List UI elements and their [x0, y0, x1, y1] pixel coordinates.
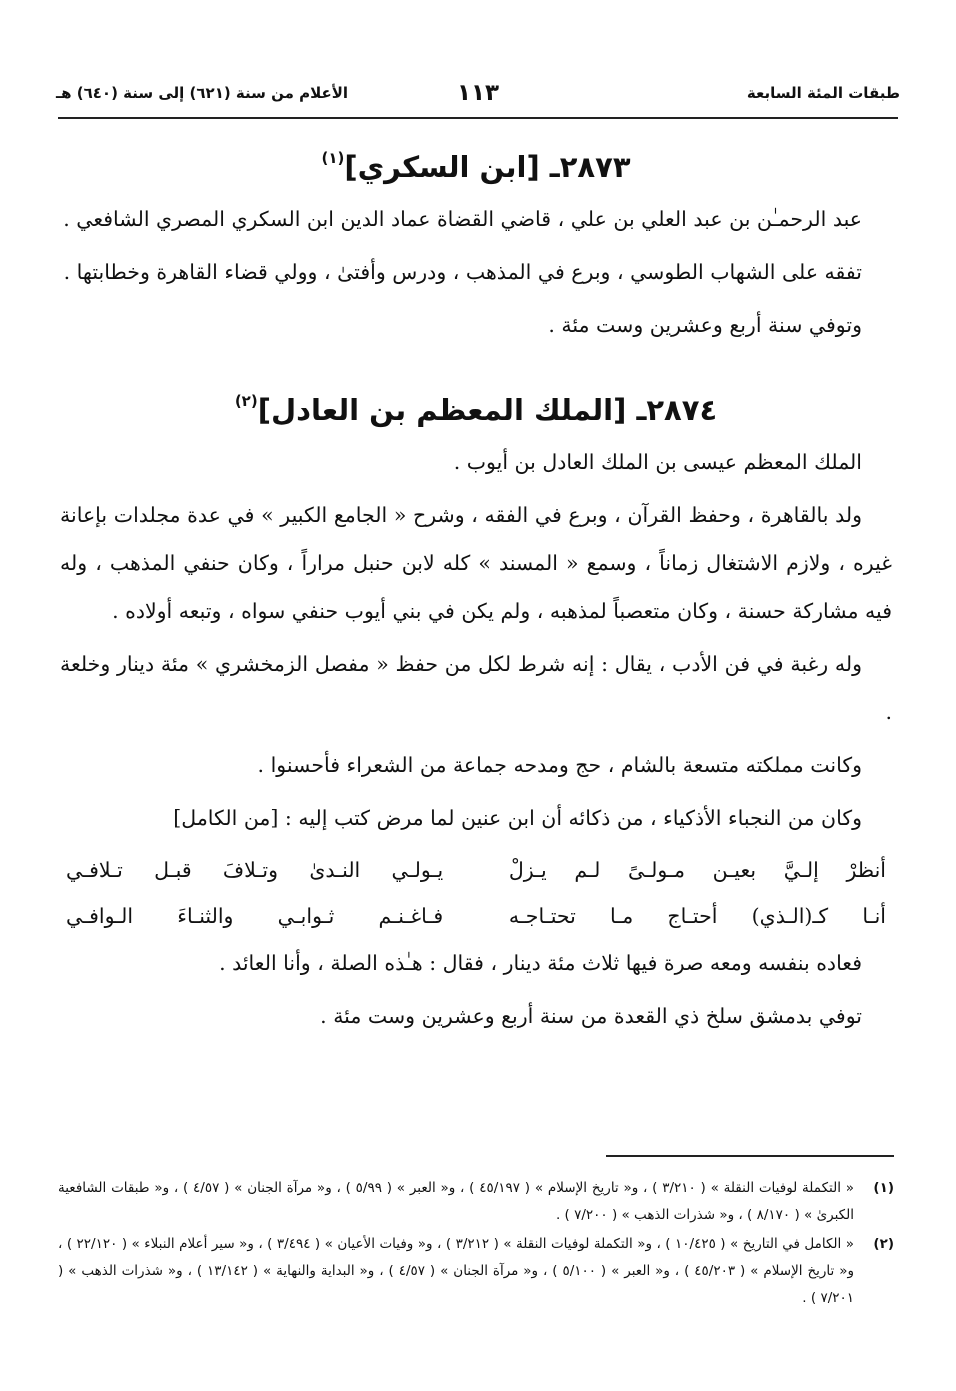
poem-verse: [60, 847, 892, 893]
page-number: ١١٣: [456, 80, 500, 106]
entry-heading: [60, 373, 892, 438]
paragraph: وكان من النجباء الأذكياء ، من ذكائه أن ابن عنين لما مرض كتب إليه : [من الكامل]: [173, 806, 862, 830]
paragraph: توفي بدمشق سلخ ذي القعدة من سنة أربع وعشرين وست مئة .: [320, 1004, 862, 1028]
range-title: الأعلام من سنة (٦٢١) إلى سنة (٦٤٠) هـ: [56, 84, 349, 102]
entry-heading: [60, 130, 892, 195]
footnote-divider: [606, 1155, 894, 1157]
footnote-ref[interactable]: (١): [321, 149, 345, 167]
main-text: [60, 130, 892, 1064]
paragraph: وكانت مملكته متسعة بالشام ، حج ومدحه جماعة من الشعراء فأحسنوا .: [257, 753, 862, 777]
paragraph: الملك المعظم عيسى بن الملك العادل بن أيوب .: [453, 450, 862, 474]
footnote-number: (١): [873, 1180, 894, 1196]
header-divider: [58, 117, 898, 119]
running-header: [56, 76, 900, 110]
footnotes: [58, 1175, 894, 1314]
paragraph: تفقه على الشهاب الطوسي ، وبرع في المذهب ، ودرس وأفتىٰ ، وولي قضاء القاهرة وخطابتها .: [63, 260, 862, 284]
entry-2874: [60, 373, 892, 1040]
paragraph: وله رغبة في فن الأدب ، يقال : إنه شرط لكل من حفظ « مفصل الزمخشري » مئة دينار وخلعة .: [60, 652, 892, 724]
footnote-text: « التكملة لوفيات النقلة » ( ٣/٢١٠ ) ، و« تاريخ الإسلام » ( ٤٥/١٩٧ ) ، و« العبر » ( ٥/٩٩ ) ، و« مرآة الجنان » ( ٤/٥٧ ) ، و« طبقات الشافعية الكبرىٰ » ( ٨/١٧٠ ) ، و« شذرات الذهب » ( ٧/٢٠٠ ) .: [58, 1180, 854, 1223]
footnote-ref[interactable]: (٢): [234, 392, 258, 410]
entry-2873: [60, 130, 892, 349]
footnote-number: (٢): [873, 1236, 894, 1252]
footnote: [58, 1231, 894, 1312]
verse-first-hemistich: أنظرْ إلـيَّ بعيـن مـولـىً لـم يـزلْ: [508, 858, 886, 882]
footnote: [58, 1175, 894, 1229]
paragraph: عبد الرحمـٰن بن عبد العلي بن علي ، قاضي القضاة عماد الدين ابن السكري المصري الشافعي .: [63, 207, 862, 231]
verse-second-hemistich: يـولـي النـدىٰ وتـلافَ قبـل تـلافـي: [66, 858, 444, 882]
paragraph: فعاده بنفسه ومعه صرة فيها ثلاث مئة دينار ، فقال : هـٰذه الصلة ، وأنا العائد .: [219, 951, 862, 975]
verse-second-hemistich: فـاغـنـم ثـوابـي والثنـاءَ الـوافـي: [66, 904, 444, 928]
entry-heading-text: ٢٨٧٤ـ [الملك المعظم بن العادل]: [257, 393, 718, 427]
paragraph: ولد بالقاهرة ، وحفظ القرآن ، وبرع في الفقه ، وشرح « الجامع الكبير » في عدة مجلدات بإعانة غيره ، ولازم الاشتغال زماناً ، وسمع « المسند » كله لابن حنبل مراراً ، وكان حنفي المذهب ، وله فيه مشاركة حسنة ، وكان متعصباً لمذهبه ، ولم يكن في بني أيوب حنفي سواه ، وتبعه أولاده .: [60, 503, 892, 623]
footnote-text: « الكامل في التاريخ » ( ١٠/٤٢٥ ) ، و« التكملة لوفيات النقلة » ( ٣/٢١٢ ) ، و« وفيات الأعيان » ( ٣/٤٩٤ ) ، و« سير أعلام النبلاء » ( ٢٢/١٢٠ ) ، و« تاريخ الإسلام » ( ٤٥/٢٠٣ ) ، و« العبر » ( ٥/١٠٠ ) ، و« مرآة الجنان » ( ٤/٥٧ ) ، و« البداية والنهاية » ( ١٣/١٤٢ ) ، و« شذرات الذهب » ( ٧/٢٠١ ) .: [58, 1236, 855, 1306]
paragraph: وتوفي سنة أربع وعشرين وست مئة .: [548, 313, 862, 337]
entry-heading-text: ٢٨٧٣ـ [ابن السكري]: [344, 150, 631, 184]
section-title: طبقات المئة السابعة: [746, 84, 900, 102]
verse-first-hemistich: أنـا كـ(الـذي) أحتـاج مـا تحتـاجـه: [508, 904, 886, 928]
poem-verse: [60, 893, 892, 939]
